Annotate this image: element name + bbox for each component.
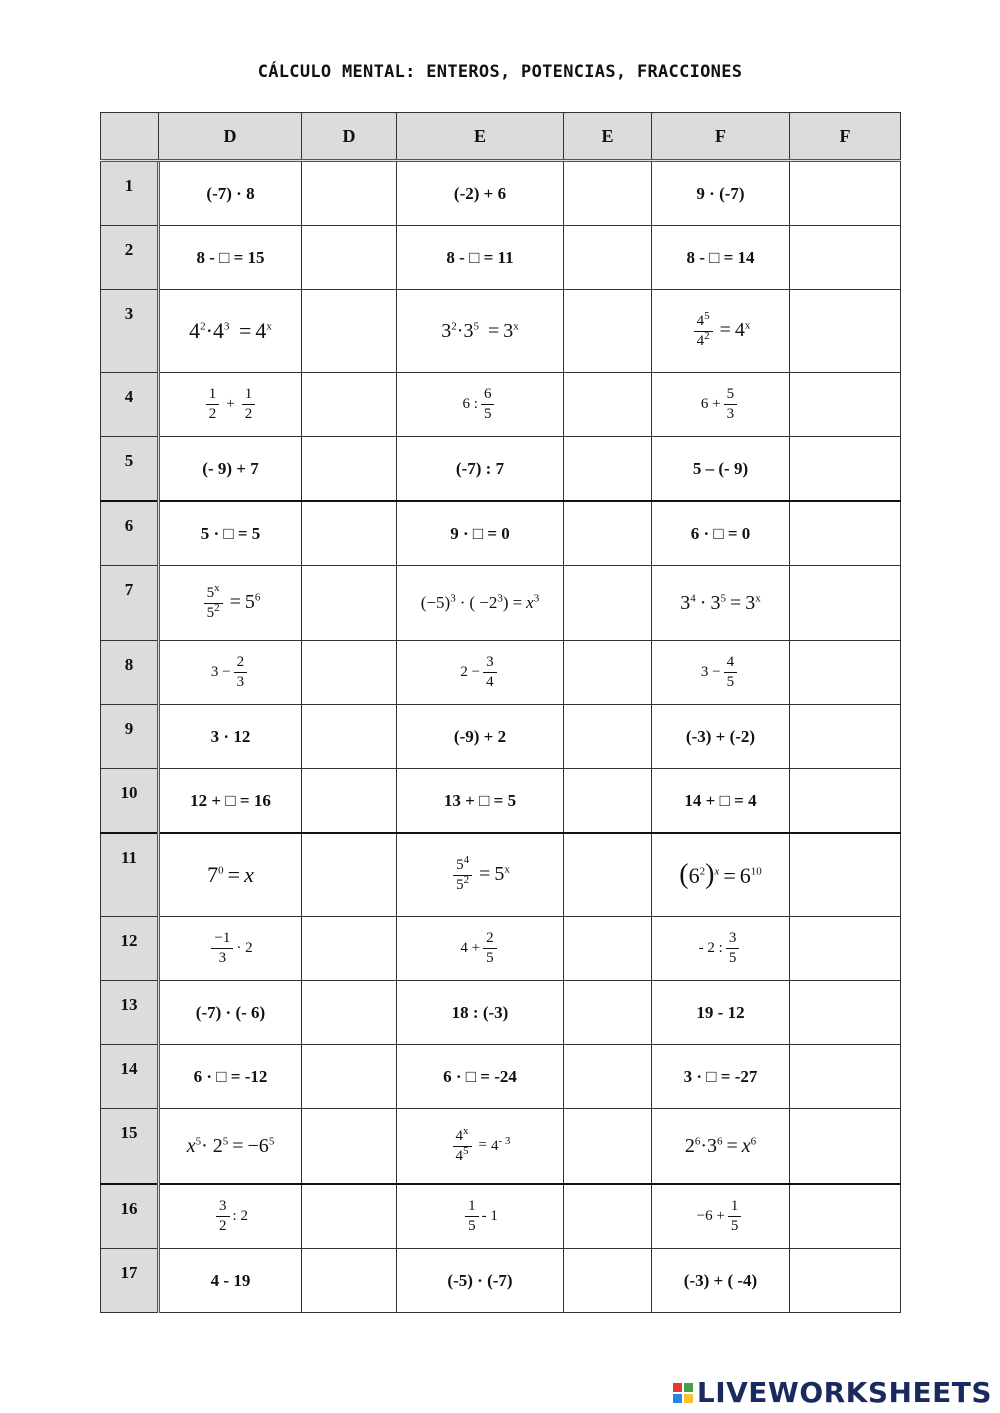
exercise-f: 3 · □ = -27	[652, 1045, 790, 1109]
exercise-d: 12 + □ = 16	[159, 769, 302, 834]
liveworksheets-logo	[673, 1376, 992, 1409]
answer-cell-d[interactable]	[302, 501, 397, 566]
logo-square	[684, 1383, 693, 1392]
answer-cell-d[interactable]	[302, 981, 397, 1045]
answer-cell-d[interactable]	[302, 769, 397, 834]
exercise-f: $2^6\cdot 3^6 = x^6$	[652, 1109, 790, 1185]
answer-cell-d[interactable]	[302, 290, 397, 373]
table-row	[101, 161, 901, 226]
table-row	[101, 1109, 901, 1185]
row-number: 16	[101, 1184, 159, 1249]
answer-cell-d[interactable]	[302, 1249, 397, 1313]
exercise-e: 2 − $\frac{3}{4}$	[397, 641, 564, 705]
exercise-f: 8 - □ = 14	[652, 226, 790, 290]
answer-cell-f[interactable]	[790, 373, 901, 437]
row-number: 6	[101, 501, 159, 566]
row-number: 5	[101, 437, 159, 502]
answer-cell-e[interactable]	[564, 917, 652, 981]
row-number: 2	[101, 226, 159, 290]
table-row	[101, 373, 901, 437]
row-number: 3	[101, 290, 159, 373]
table-row	[101, 1249, 901, 1313]
exercise-d: (-7) · (- 6)	[159, 981, 302, 1045]
answer-cell-d[interactable]	[302, 1045, 397, 1109]
exercise-e: $\frac{4^x}{4^5}$ = $4^{- 3}$	[397, 1109, 564, 1185]
answer-cell-e[interactable]	[564, 1109, 652, 1185]
col-header: E	[397, 113, 564, 161]
corner-cell	[101, 113, 159, 161]
answer-cell-f[interactable]	[790, 1045, 901, 1109]
exercise-f: 19 - 12	[652, 981, 790, 1045]
answer-cell-f[interactable]	[790, 1109, 901, 1185]
table-row	[101, 1184, 901, 1249]
answer-cell-d[interactable]	[302, 437, 397, 502]
answer-cell-f[interactable]	[790, 437, 901, 502]
row-number: 14	[101, 1045, 159, 1109]
table-row	[101, 641, 901, 705]
exercise-f: 9 · (-7)	[652, 161, 790, 226]
col-header: F	[652, 113, 790, 161]
answer-cell-f[interactable]	[790, 566, 901, 641]
worksheet-table	[100, 112, 900, 1313]
answer-cell-e[interactable]	[564, 1045, 652, 1109]
exercise-e: 4 + $\frac{2}{5}$	[397, 917, 564, 981]
exercise-f: $(6^2)^x = 6^{10}$	[652, 833, 790, 917]
exercise-e: (-5) · (-7)	[397, 1249, 564, 1313]
exercise-e: $\frac{5^4}{5^2}$ = $5^x$	[397, 833, 564, 917]
exercise-e: $\frac{1}{5}$ - 1	[397, 1184, 564, 1249]
logo-icon	[673, 1383, 693, 1403]
logo-square	[673, 1394, 682, 1403]
table-row	[101, 769, 901, 834]
answer-cell-f[interactable]	[790, 769, 901, 834]
exercise-f: - 2 : $\frac{3}{5}$	[652, 917, 790, 981]
row-number: 7	[101, 566, 159, 641]
answer-cell-e[interactable]	[564, 1184, 652, 1249]
row-number: 17	[101, 1249, 159, 1313]
header-row	[101, 113, 901, 161]
answer-cell-e[interactable]	[564, 641, 652, 705]
exercise-d: $x^5\cdot 2^5 = -6^5$	[159, 1109, 302, 1185]
exercise-d: $4^2\cdot 4^3 = 4^x$	[159, 290, 302, 373]
exercise-e: 18 : (-3)	[397, 981, 564, 1045]
exercise-f: 6 + $\frac{5}{3}$	[652, 373, 790, 437]
exercise-f: $3^4 \cdot 3^5 = 3^x$	[652, 566, 790, 641]
table-row	[101, 917, 901, 981]
exercise-d: 3 · 12	[159, 705, 302, 769]
logo-text: LIVEWORKSHEETS	[696, 1376, 992, 1409]
answer-cell-e[interactable]	[564, 373, 652, 437]
row-number: 4	[101, 373, 159, 437]
exercise-e: $3^2\cdot 3^5 = 3^x$	[397, 290, 564, 373]
exercise-d: 6 · □ = -12	[159, 1045, 302, 1109]
col-header: D	[159, 113, 302, 161]
exercise-e: (-2) + 6	[397, 161, 564, 226]
exercise-d: (- 9) + 7	[159, 437, 302, 502]
answer-cell-f[interactable]	[790, 1249, 901, 1313]
logo-square	[673, 1383, 682, 1392]
answer-cell-e[interactable]	[564, 566, 652, 641]
row-number: 12	[101, 917, 159, 981]
exercise-d: 5 · □ = 5	[159, 501, 302, 566]
row-number: 9	[101, 705, 159, 769]
row-number: 1	[101, 161, 159, 226]
exercise-f: (-3) + ( -4)	[652, 1249, 790, 1313]
table-row	[101, 501, 901, 566]
answer-cell-d[interactable]	[302, 566, 397, 641]
exercise-e: 13 + □ = 5	[397, 769, 564, 834]
table-row	[101, 833, 901, 917]
answer-cell-d[interactable]	[302, 705, 397, 769]
exercise-d: $\frac{1}{2}$ + $\frac{1}{2}$	[159, 373, 302, 437]
answer-cell-f[interactable]	[790, 705, 901, 769]
table-row	[101, 705, 901, 769]
answer-cell-d[interactable]	[302, 373, 397, 437]
exercise-d: $7^0 = x$	[159, 833, 302, 917]
exercise-f: 3 − $\frac{4}{5}$	[652, 641, 790, 705]
exercise-e: $(-5)^3$ · ( $-2^3) = x^3$	[397, 566, 564, 641]
exercise-f: 14 + □ = 4	[652, 769, 790, 834]
table-row	[101, 566, 901, 641]
table-row	[101, 981, 901, 1045]
col-header: E	[564, 113, 652, 161]
col-header: D	[302, 113, 397, 161]
exercise-e: 6 · □ = -24	[397, 1045, 564, 1109]
row-number: 13	[101, 981, 159, 1045]
logo-square	[684, 1394, 693, 1403]
exercise-e: (-9) + 2	[397, 705, 564, 769]
exercise-f: (-3) + (-2)	[652, 705, 790, 769]
page-title: CÁLCULO MENTAL: ENTEROS, POTENCIAS, FRACCIONES	[257, 62, 743, 82]
answer-cell-e[interactable]	[564, 290, 652, 373]
answer-cell-f[interactable]	[790, 917, 901, 981]
exercise-e: 8 - □ = 11	[397, 226, 564, 290]
exercise-d: 3 − $\frac{2}{3}$	[159, 641, 302, 705]
exercise-d: 4 - 19	[159, 1249, 302, 1313]
exercise-d: $\frac{-1}{3}$ · 2	[159, 917, 302, 981]
row-number: 11	[101, 833, 159, 917]
answer-cell-e[interactable]	[564, 981, 652, 1045]
answer-cell-e[interactable]	[564, 705, 652, 769]
answer-cell-f[interactable]	[790, 981, 901, 1045]
answer-cell-e[interactable]	[564, 769, 652, 834]
answer-cell-f[interactable]	[790, 1184, 901, 1249]
answer-cell-e[interactable]	[564, 501, 652, 566]
row-number: 10	[101, 769, 159, 834]
exercise-d: $\frac{5^x}{5^2}$ = $5^6$	[159, 566, 302, 641]
exercise-f: $\frac{4^5}{4^2}$ = $4^x$	[652, 290, 790, 373]
answer-cell-d[interactable]	[302, 226, 397, 290]
exercise-e: (-7) : 7	[397, 437, 564, 502]
answer-cell-f[interactable]	[790, 290, 901, 373]
answer-cell-d[interactable]	[302, 833, 397, 917]
answer-cell-d[interactable]	[302, 161, 397, 226]
exercise-d: $\frac{3}{2}$ : 2	[159, 1184, 302, 1249]
answer-cell-d[interactable]	[302, 641, 397, 705]
answer-cell-e[interactable]	[564, 226, 652, 290]
answer-cell-d[interactable]	[302, 1109, 397, 1185]
answer-cell-e[interactable]	[564, 161, 652, 226]
answer-cell-f[interactable]	[790, 641, 901, 705]
table-row	[101, 1045, 901, 1109]
answer-cell-e[interactable]	[564, 833, 652, 917]
answer-cell-f[interactable]	[790, 501, 901, 566]
table-row	[101, 290, 901, 373]
answer-cell-e[interactable]	[564, 1249, 652, 1313]
answer-cell-f[interactable]	[790, 833, 901, 917]
answer-cell-f[interactable]	[790, 226, 901, 290]
exercise-f: −6 + $\frac{1}{5}$	[652, 1184, 790, 1249]
answer-cell-e[interactable]	[564, 437, 652, 502]
table-row	[101, 437, 901, 502]
exercise-f: 6 · □ = 0	[652, 501, 790, 566]
exercise-d: (-7) · 8	[159, 161, 302, 226]
col-header: F	[790, 113, 901, 161]
table-row	[101, 226, 901, 290]
row-number: 15	[101, 1109, 159, 1185]
exercise-d: 8 - □ = 15	[159, 226, 302, 290]
row-number: 8	[101, 641, 159, 705]
exercise-e: 6 : $\frac{6}{5}$	[397, 373, 564, 437]
exercise-f: 5 – (- 9)	[652, 437, 790, 502]
answer-cell-d[interactable]	[302, 917, 397, 981]
answer-cell-d[interactable]	[302, 1184, 397, 1249]
exercise-e: 9 · □ = 0	[397, 501, 564, 566]
answer-cell-f[interactable]	[790, 161, 901, 226]
